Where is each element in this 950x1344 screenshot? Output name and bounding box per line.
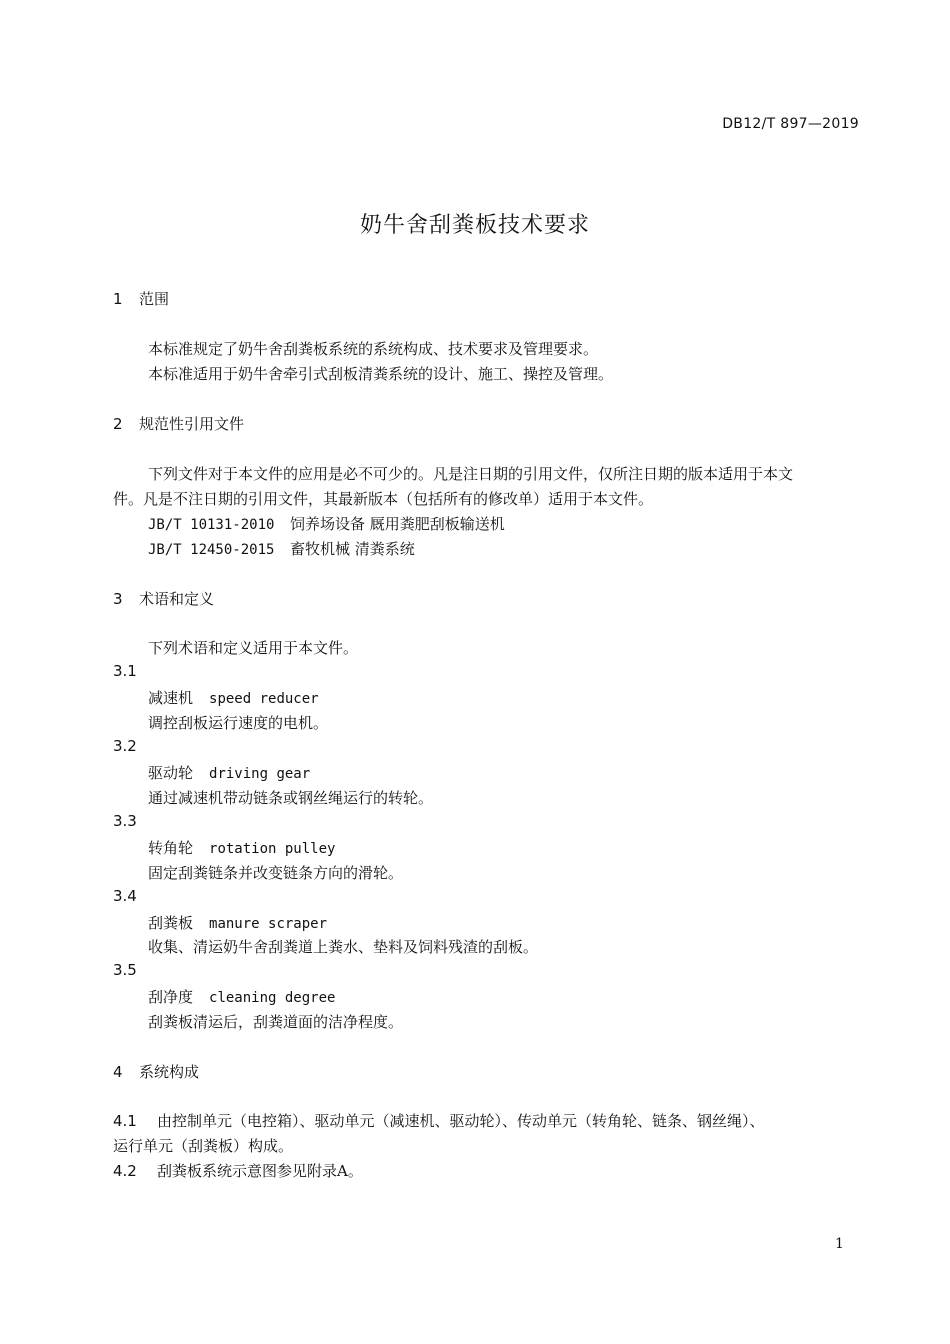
term-english: rotation pulley [209,841,336,857]
clause-4-2 [113,1160,363,1181]
term-chinese: 刮净度 [148,988,194,1006]
term-chinese: 转角轮 [148,839,194,857]
section-heading-2 [113,413,244,434]
term-definition: 固定刮粪链条并改变链条方向的滑轮。 [148,864,404,882]
term-english: cleaning degree [209,990,336,1006]
section-number: 4 [113,1063,123,1081]
term-english: manure scraper [209,916,328,932]
section-title: 术语和定义 [139,590,215,608]
section-heading-4 [113,1061,199,1082]
reference-code: JB/T 10131-2010 [148,517,275,533]
section-number: 3 [113,590,123,608]
term-entry [148,837,335,858]
term-chinese: 减速机 [148,689,194,707]
term-definition: 调控刮板运行速度的电机。 [148,714,329,732]
document-number: DB12/T 897—2019 [722,116,859,132]
page-number: 1 [835,1236,844,1252]
normative-reference [148,513,505,534]
term-number: 3.5 [113,961,137,979]
clause-number: 4.1 [113,1112,137,1130]
paragraph: 本标准规定了奶牛舍刮粪板系统的系统构成、技术要求及管理要求。 [148,340,599,358]
term-english: speed reducer [209,691,319,707]
clause-continuation: 运行单元（刮粪板）构成。 [113,1137,294,1155]
term-number: 3.1 [113,662,137,680]
document-title: 奶牛舍刮粪板技术要求 [359,213,590,238]
term-definition: 通过减速机带动链条或钢丝绳运行的转轮。 [148,789,434,807]
reference-title: 畜牧机械 清粪系统 [290,540,415,558]
term-entry [148,687,319,708]
section-title: 规范性引用文件 [139,415,245,433]
term-definition: 刮粪板清运后，刮粪道面的洁净程度。 [148,1013,404,1031]
term-english: driving gear [209,766,311,782]
section-heading-1 [113,288,169,309]
section-number: 2 [113,415,123,433]
section-heading-3 [113,588,214,609]
paragraph: 下列文件对于本文件的应用是必不可少的。凡是注日期的引用文件，仅所注日期的版本适用于本文 [148,465,794,483]
clause-number: 4.2 [113,1162,137,1180]
term-number: 3.3 [113,812,137,830]
clause-4-1 [113,1110,765,1131]
paragraph: 本标准适用于奶牛舍牵引式刮板清粪系统的设计、施工、操控及管理。 [148,365,614,383]
normative-reference [148,538,415,559]
reference-code: JB/T 12450-2015 [148,542,275,558]
paragraph: 件。凡是不注日期的引用文件，其最新版本（包括所有的修改单）适用于本文件。 [113,490,654,508]
section-title: 范围 [139,290,170,308]
term-number: 3.2 [113,737,137,755]
term-entry [148,762,310,783]
section-title: 系统构成 [139,1063,200,1081]
term-chinese: 刮粪板 [148,914,194,932]
clause-text: 刮粪板系统示意图参见附录A。 [157,1162,363,1180]
section-number: 1 [113,290,123,308]
paragraph: 下列术语和定义适用于本文件。 [148,639,359,657]
term-number: 3.4 [113,887,137,905]
term-entry [148,986,335,1007]
term-chinese: 驱动轮 [148,764,194,782]
clause-text: 由控制单元（电控箱）、驱动单元（减速机、驱动轮）、传动单元（转角轮、链条、钢丝绳）、 [157,1112,765,1130]
term-entry [148,912,327,933]
reference-title: 饲养场设备 厩用粪肥刮板输送机 [290,515,505,533]
term-definition: 收集、清运奶牛舍刮粪道上粪水、垫料及饲料残渣的刮板。 [148,938,539,956]
